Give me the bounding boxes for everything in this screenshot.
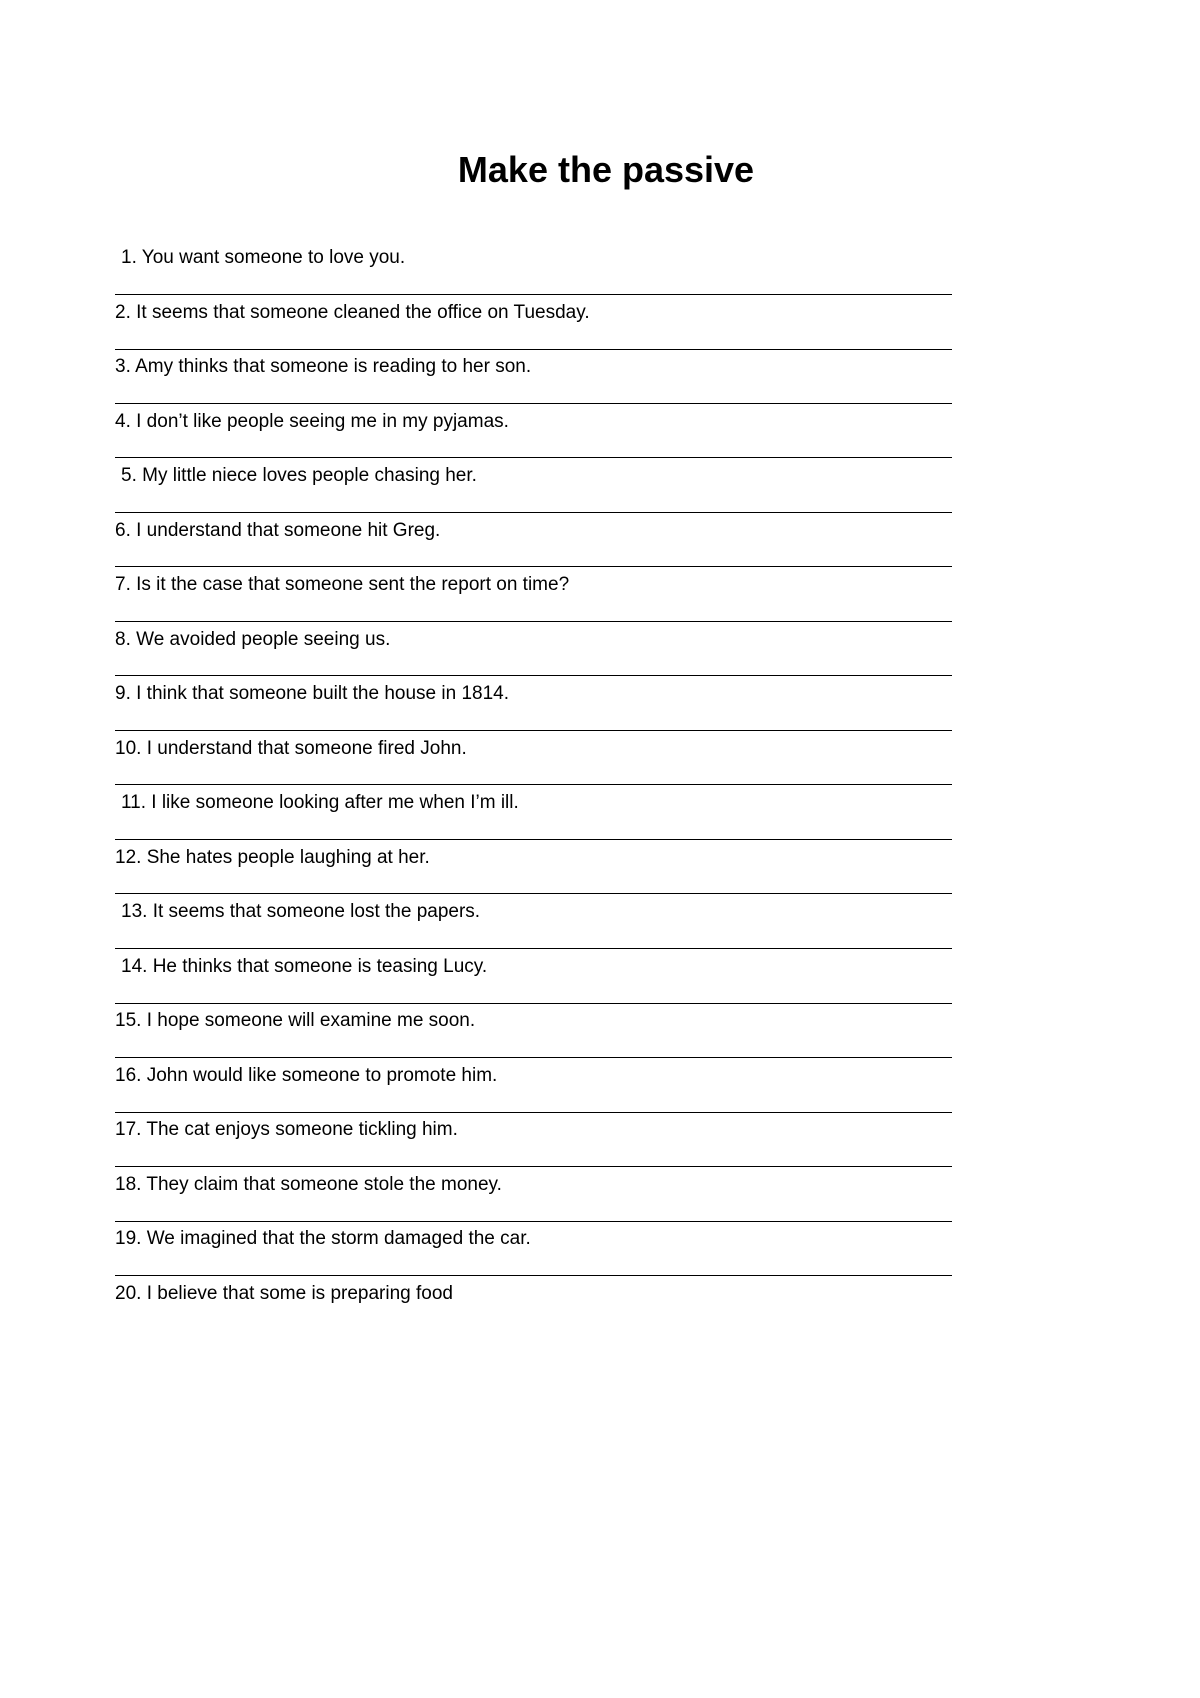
answer-line-16[interactable] — [115, 1112, 952, 1113]
question-6: 6. I understand that someone hit Greg. — [115, 520, 441, 541]
answer-line-7[interactable] — [115, 621, 952, 622]
question-18: 18. They claim that someone stole the money. — [115, 1174, 502, 1195]
question-3: 3. Amy thinks that someone is reading to her son. — [115, 356, 532, 377]
answer-line-5[interactable] — [115, 512, 952, 513]
question-9: 9. I think that someone built the house in 1814. — [115, 683, 509, 704]
question-2: 2. It seems that someone cleaned the office on Tuesday. — [115, 302, 590, 323]
answer-line-18[interactable] — [115, 1221, 952, 1222]
question-16: 16. John would like someone to promote him. — [115, 1065, 498, 1086]
question-15: 15. I hope someone will examine me soon. — [115, 1010, 476, 1031]
answer-line-12[interactable] — [115, 893, 952, 894]
question-4: 4. I don’t like people seeing me in my pyjamas. — [115, 411, 509, 432]
question-1: 1. You want someone to love you. — [121, 247, 406, 268]
question-8: 8. We avoided people seeing us. — [115, 629, 391, 650]
question-17: 17. The cat enjoys someone tickling him. — [115, 1119, 458, 1140]
answer-line-17[interactable] — [115, 1166, 952, 1167]
question-5: 5. My little niece loves people chasing her. — [121, 465, 477, 486]
answer-line-13[interactable] — [115, 948, 952, 949]
answer-line-11[interactable] — [115, 839, 952, 840]
question-13: 13. It seems that someone lost the papers. — [121, 901, 481, 922]
answer-line-3[interactable] — [115, 403, 952, 404]
question-20: 20. I believe that some is preparing food — [115, 1283, 453, 1304]
question-10: 10. I understand that someone fired John. — [115, 738, 467, 759]
question-19: 19. We imagined that the storm damaged the car. — [115, 1228, 531, 1249]
question-14: 14. He thinks that someone is teasing Lucy. — [121, 956, 488, 977]
answer-line-15[interactable] — [115, 1057, 952, 1058]
answer-line-14[interactable] — [115, 1003, 952, 1004]
answer-line-6[interactable] — [115, 566, 952, 567]
answer-line-10[interactable] — [115, 784, 952, 785]
answer-line-19[interactable] — [115, 1275, 952, 1276]
answer-line-2[interactable] — [115, 349, 952, 350]
answer-line-9[interactable] — [115, 730, 952, 731]
answer-line-1[interactable] — [115, 294, 952, 295]
page-title: Make the passive — [457, 149, 755, 190]
question-7: 7. Is it the case that someone sent the report on time? — [115, 574, 570, 595]
question-11: 11. I like someone looking after me when I’m ill. — [121, 792, 519, 813]
answer-line-8[interactable] — [115, 675, 952, 676]
answer-line-4[interactable] — [115, 457, 952, 458]
question-12: 12. She hates people laughing at her. — [115, 847, 430, 868]
